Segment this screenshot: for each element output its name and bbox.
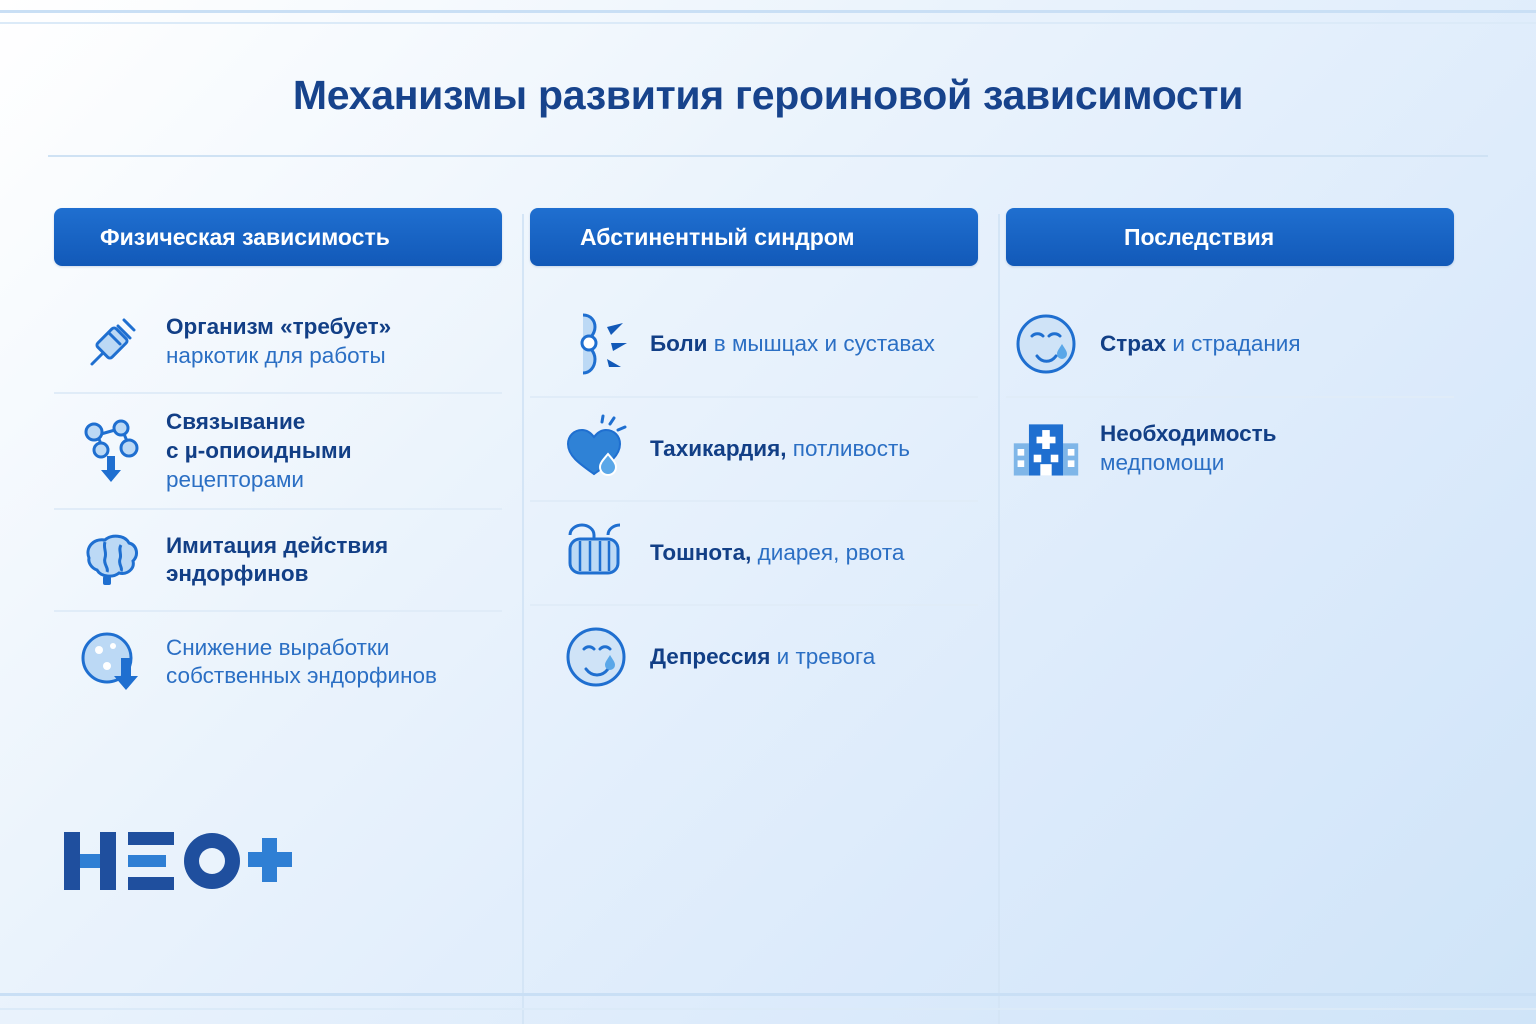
items-list-physical [54, 292, 502, 712]
column-physical-dependence [54, 208, 530, 712]
item-strong-text-2: с µ-опиоидными [166, 437, 352, 463]
list-item-label [650, 330, 935, 359]
item-regular-text: Снижение выработки собственных эндорфинов [166, 634, 437, 689]
list-item-label [650, 539, 904, 568]
items-list-withdrawal [530, 292, 978, 708]
list-item [530, 292, 978, 396]
item-strong-text: Депрессия [650, 643, 771, 669]
molecule-receptor-icon [76, 415, 148, 487]
item-strong-text: Страх [1100, 330, 1167, 356]
list-item-label [1100, 330, 1301, 359]
list-item [54, 292, 502, 392]
list-item [54, 392, 502, 508]
bottom-divider-line [0, 993, 1536, 996]
list-item [1006, 292, 1454, 396]
list-item-label [166, 408, 352, 494]
title-underline [48, 155, 1488, 157]
joint-pain-icon [560, 308, 632, 380]
crying-face-icon [1010, 308, 1082, 380]
item-strong-text: Организм «требует» [166, 314, 392, 340]
item-regular-text: диарея, рвота [757, 539, 905, 565]
top-divider-line [0, 10, 1536, 13]
bottom-divider-line-secondary [0, 1008, 1536, 1010]
heart-sweat-icon [560, 413, 632, 485]
column-withdrawal-syndrome [530, 208, 1006, 712]
item-regular-text: и тревога [776, 643, 876, 669]
list-item-label [166, 313, 391, 371]
items-list-consequences [1006, 292, 1454, 500]
item-regular-text: в мышцах и суставах [713, 330, 935, 356]
sad-face-icon [560, 621, 632, 693]
item-strong-text: Тахикардия, [650, 435, 787, 461]
column-header-withdrawal: Абстинентный синдром [530, 208, 978, 266]
column-header-consequences: Последствия [1006, 208, 1454, 266]
column-header-physical: Физическая зависимость [54, 208, 502, 266]
item-regular-text: потливость [792, 435, 910, 461]
column-consequences [1006, 208, 1482, 712]
columns-container [54, 208, 1482, 712]
item-strong-text-2: эндорфинов [166, 561, 309, 587]
top-divider-line-secondary [0, 22, 1536, 24]
item-regular-text: медпомощи [1100, 450, 1225, 475]
list-item [530, 500, 978, 604]
hospital-icon [1010, 413, 1082, 485]
list-item [54, 610, 502, 712]
list-item-label [166, 634, 502, 692]
syringe-icon [76, 306, 148, 378]
item-strong-text: Боли [650, 330, 708, 356]
list-item-label [650, 435, 910, 464]
list-item-label [1100, 420, 1277, 478]
list-item [54, 508, 502, 610]
intestines-icon [560, 517, 632, 589]
list-item [530, 604, 978, 708]
item-regular-text: рецепторами [166, 466, 304, 492]
endorphin-decrease-icon [76, 626, 148, 698]
brain-icon [76, 524, 148, 596]
item-strong-text: Связывание [166, 409, 306, 434]
list-item-label [166, 532, 388, 590]
neo-plus-logo [62, 826, 292, 896]
item-strong-text: Имитация действия [166, 532, 389, 558]
item-regular-text: наркотик для работы [166, 343, 386, 368]
list-item [530, 396, 978, 500]
item-strong-text: Необходимость [1100, 421, 1277, 447]
item-regular-text: и страдания [1172, 330, 1301, 356]
list-item-label [650, 643, 875, 672]
list-item [1006, 396, 1454, 500]
page-title: Механизмы развития героиновой зависимости [292, 72, 1244, 118]
item-strong-text: Тошнота, [650, 539, 752, 565]
